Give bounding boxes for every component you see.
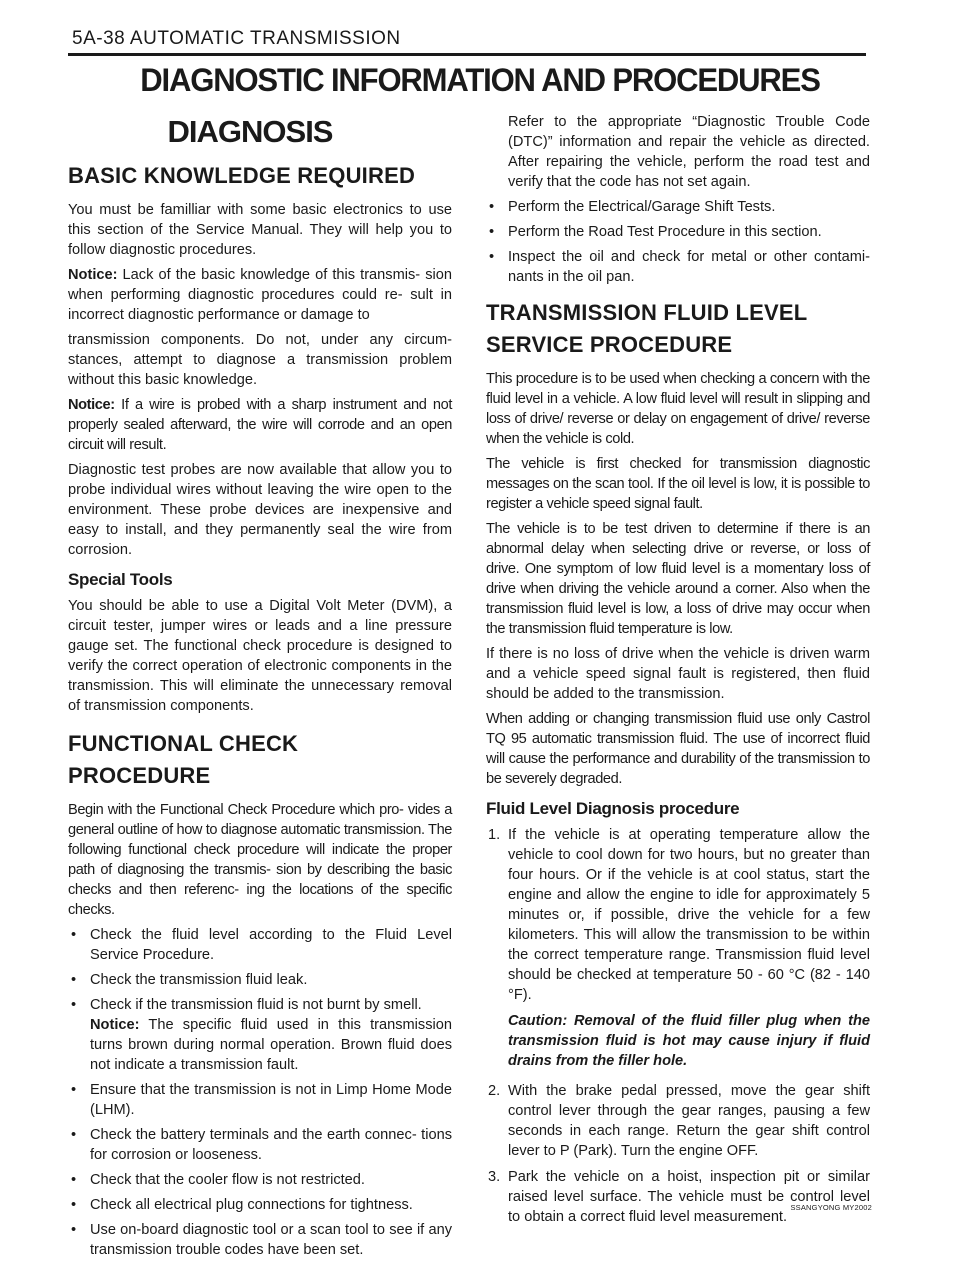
basic-paragraph-1: You must be familliar with some basic electronics to use this section of the Service Manual. They will help you to follow diagnostic procedures.	[68, 202, 452, 258]
notice-text-2: If a wire is probed with a sharp instrument and not properly sealed afterward, the wire will corrode and an open circuit will result.	[68, 397, 452, 453]
list-item: • Check the battery terminals and the earth connec- tions for corrosion or looseness.	[68, 1125, 452, 1165]
list-item: • Check all electrical plug connections for tightness.	[68, 1195, 452, 1215]
fluid-paragraph-1: This procedure is to be used when checking a concern with the fluid level in a vehicle. A low fluid level will result in slipping and loss of drive/ reverse or delay on engagement of drive/ reverse when the vehicle is cold.	[486, 371, 870, 447]
list-item: • Check the fluid level according to the Fluid Level Service Procedure.	[68, 925, 452, 965]
step-text: If the vehicle is at operating temperature allow the vehicle to cool down for two hours, but no greater than four hours. Or if the vehicle is at cool status, start the engine and allow the engine to idle for approximately 5 minutes or, if possible, drive the vehicle for a few kilometers. This will allow the transmission to be within the correct temperature range. Transmission fluid level should be checked at temperature 50 - 60 °C (82 - 140 °F).	[508, 827, 870, 1003]
basic-paragraph-2: transmission components. Do not, under any circum- stances, attempt to diagnose a transmission problem without this basic knowledge.	[68, 332, 452, 388]
special-tools-paragraph: You should be able to use a Digital Volt Meter (DVM), a circuit tester, jumper wires or leads and a line pressure gauge set. The functional check procedure is designed to verify the correct operation of electronic components in the transmission. This will eliminate the unnecessary removal of transmission components.	[68, 598, 452, 714]
functional-check-heading-line1: FUNCTIONAL CHECK	[68, 731, 299, 756]
list-item	[68, 995, 452, 1075]
fluid-diagnosis-heading: Fluid Level Diagnosis procedure	[486, 799, 740, 818]
list-item: • Check that the cooler flow is not restricted.	[68, 1170, 452, 1190]
fluid-paragraph-5: When adding or changing transmission fluid use only Castrol TQ 95 automatic transmission fluid. The use of incorrect fluid will cause the performance and durability of the transmission to be severely degraded.	[486, 711, 870, 787]
functional-check-heading	[68, 728, 452, 792]
notice-paragraph-2	[68, 395, 452, 455]
special-tools-heading: Special Tools	[68, 570, 173, 589]
header-rule	[68, 53, 866, 56]
step-number: 1.	[488, 827, 501, 843]
notice-paragraph-1	[68, 265, 452, 325]
step-text: Park the vehicle on a hoist, inspection pit or similar raised level surface. The vehicle must be control level to obtain a correct fluid level measurement.	[508, 1169, 870, 1225]
dtc-paragraph: Refer to the appropriate “Diagnostic Trouble Code (DTC)” information and repair the vehicle as directed. After repairing the vehicle, perform the road test and verify that the code has not set again.	[508, 114, 870, 190]
notice-label: Notice:	[68, 267, 118, 283]
functional-check-heading-line2: PROCEDURE	[68, 763, 211, 788]
notice-text-3: The specific fluid used in this transmission turns brown during normal operation. Brown fluid does not indicate a transmission fault.	[90, 1017, 452, 1073]
list-item: • Ensure that the transmission is not in Limp Home Mode (LHM).	[68, 1080, 452, 1120]
step-text: With the brake pedal pressed, move the gear shift control lever through the gear ranges, pausing a few seconds in each range. Return the gear shift control lever to P (Park). Turn the engine OFF.	[508, 1083, 870, 1159]
list-item: • Check the transmission fluid leak.	[68, 970, 452, 990]
fluid-paragraph-3: The vehicle is to be test driven to determine if there is an abnormal delay when selecting drive or reverse, or loss of drive. One symptom of low fluid level is a momentary loss of drive when driving the vehicle around a corner. Also when the transmission fluid level is low, a loss of drive may occur when the transmission fluid temperature is low.	[486, 521, 870, 637]
list-item: • Perform the Road Test Procedure in this section.	[486, 222, 870, 242]
list-item: • Use on-board diagnostic tool or a scan tool to see if any transmission trouble codes have been set.	[68, 1220, 452, 1260]
notice-label: Notice:	[90, 1017, 140, 1033]
step-item	[486, 1167, 870, 1227]
left-column	[68, 112, 452, 1265]
list-item: • Perform the Electrical/Garage Shift Tests.	[486, 197, 870, 217]
page-title: DIAGNOSTIC INFORMATION AND PROCEDURES	[140, 62, 820, 98]
list-item-text: Check if the transmission fluid is not burnt by smell.	[90, 997, 422, 1013]
notice-text-1: Lack of the basic knowledge of this transmis- sion when performing diagnostic procedures could re- sult in incorrect diagnostic performance or damage to	[68, 267, 452, 323]
functional-check-paragraph: Begin with the Functional Check Procedure which pro- vides a general outline of how to diagnose automatic transmission. The following functional check procedure will indicate the proper path of diagnosing the transmis- sion by describing the basic checks and then referenc- ing the locations of the specific checks.	[68, 802, 452, 918]
fluid-diagnosis-steps	[486, 825, 870, 1005]
right-bullet-list	[486, 197, 870, 287]
footer-label: SSANGYONG MY2002	[790, 1203, 872, 1212]
fluid-level-heading-line2: SERVICE PROCEDURE	[486, 332, 733, 357]
diagnosis-heading: DIAGNOSIS	[167, 114, 333, 149]
step-number: 3.	[488, 1169, 501, 1185]
fluid-paragraph-2: The vehicle is first checked for transmission diagnostic messages on the scan tool. If the oil level is low, it is possible to register a vehicle speed signal fault.	[486, 456, 870, 512]
functional-check-list	[68, 925, 452, 1260]
page-header: 5A-38 AUTOMATIC TRANSMISSION	[72, 28, 401, 49]
fluid-level-heading-line1: TRANSMISSION FLUID LEVEL	[486, 300, 808, 325]
right-column	[486, 112, 870, 1233]
list-item: • Inspect the oil and check for metal or other contami- nants in the oil pan.	[486, 247, 870, 287]
step-number: 2.	[488, 1083, 501, 1099]
fluid-level-heading	[486, 297, 870, 361]
step-item	[486, 825, 870, 1005]
basic-paragraph-3: Diagnostic test probes are now available that allow you to probe individual wires without leaving the wire open to the environment. These probe devices are inexpensive and easy to install, and they permanently seal the wire from corrosion.	[68, 462, 452, 558]
step-item	[486, 1081, 870, 1161]
caution-note: Caution: Removal of the fluid filler plug when the transmission fluid is hot may cause injury if fluid drains from the filler hole.	[508, 1013, 870, 1069]
notice-label: Notice:	[68, 397, 115, 413]
fluid-paragraph-4: If there is no loss of drive when the vehicle is driven warm and a vehicle speed signal fault is registered, then fluid should be added to the transmission.	[486, 646, 870, 702]
basic-knowledge-heading: BASIC KNOWLEDGE REQUIRED	[68, 163, 416, 188]
